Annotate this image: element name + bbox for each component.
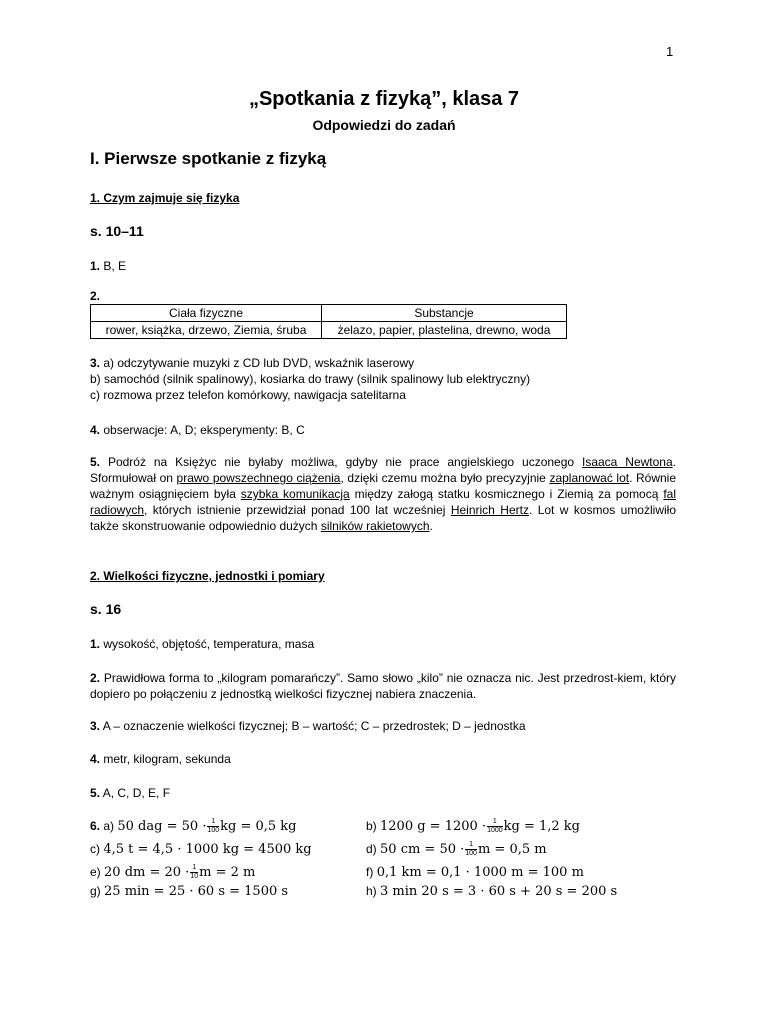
answer-text: Podróż na Księżyc nie byłaby możliwa, gdyby nie prace angielskiego uczonego bbox=[100, 455, 582, 469]
equation-label: b) bbox=[366, 819, 377, 833]
answer-1-3 bbox=[90, 355, 530, 403]
answer-number: 5. bbox=[90, 786, 101, 800]
keyword: fal radiowych bbox=[90, 487, 676, 517]
keyword: Heinrich Hertz bbox=[450, 503, 529, 517]
answer-1-5 bbox=[90, 454, 676, 534]
answer-line: b) samochód (silnik spalinowy), kosiarka do trawy (silnik spalinowy lub elektryczny) bbox=[90, 372, 531, 386]
answer-1-2-label bbox=[90, 288, 100, 304]
answer-text: . Sformułował on bbox=[90, 455, 676, 485]
fraction-denominator: 100 bbox=[465, 850, 477, 858]
equation-b bbox=[366, 816, 580, 837]
equation-label: c) bbox=[90, 842, 100, 856]
fraction-denominator: 1000 bbox=[487, 827, 503, 835]
answer-number: 3. bbox=[90, 356, 101, 370]
answer-number: 2. bbox=[90, 671, 101, 685]
answer-1-4 bbox=[90, 422, 305, 438]
table-cell: żelazo, papier, plastelina, drewno, woda bbox=[322, 322, 567, 339]
equation-g bbox=[90, 881, 288, 902]
answer-number: 1. bbox=[90, 259, 101, 273]
answer-number: 3. bbox=[90, 719, 101, 733]
bodies-substances-table bbox=[90, 304, 567, 339]
answer-line bbox=[90, 355, 530, 371]
answer-number: 5. bbox=[90, 455, 101, 469]
equation-text: kg = 0,5 kg bbox=[220, 819, 297, 834]
fraction bbox=[487, 818, 503, 835]
table-row bbox=[91, 322, 567, 339]
equation-d bbox=[366, 839, 547, 860]
fraction-numerator: 1 bbox=[207, 818, 219, 827]
answer-2-1 bbox=[90, 636, 314, 652]
fraction-denominator: 100 bbox=[207, 827, 220, 835]
answer-number: 2. bbox=[90, 289, 101, 303]
equation-text: 0,1 km = 0,1 · 1000 m = 100 m bbox=[376, 865, 584, 880]
answer-text: A, C, D, E, F bbox=[102, 786, 171, 800]
answer-text: . Lot w kosmos umożliwiło także skonstruowanie odpowiednio dużych bbox=[90, 503, 676, 533]
table-cell: rower, książka, drzewo, Ziemia, śruba bbox=[91, 322, 322, 339]
page-number: 1 bbox=[666, 44, 674, 59]
answer-number: 1. bbox=[90, 637, 101, 651]
equation-label: d) bbox=[366, 842, 377, 856]
equation-c bbox=[90, 839, 312, 860]
page-range-1: s. 10–11 bbox=[90, 223, 144, 239]
equation-text: 1200 g = 1200 · bbox=[380, 819, 487, 834]
equation-text: 50 cm = 50 · bbox=[380, 842, 465, 857]
equation-label: h) bbox=[366, 884, 377, 898]
answer-2-3 bbox=[90, 718, 526, 734]
equation-text: m = 2 m bbox=[199, 865, 256, 880]
answer-text: , dzięki czemu można było precyzyjnie bbox=[340, 471, 550, 485]
equation-text: m = 0,5 m bbox=[477, 842, 547, 857]
page-range-2: s. 16 bbox=[90, 601, 122, 617]
answer-2-2 bbox=[90, 670, 676, 702]
keyword: zaplanować lot bbox=[549, 471, 630, 485]
fraction-numerator: 1 bbox=[465, 841, 477, 850]
equation-label: a) bbox=[103, 819, 115, 833]
answer-text: . Równie ważnym osiągnięciem była bbox=[90, 471, 677, 501]
keyword: szybka komunikacja bbox=[240, 487, 350, 501]
answer-line: c) rozmowa przez telefon komórkowy, nawigacja satelitarna bbox=[90, 388, 406, 402]
section-heading-1: 1. Czym zajmuje się fizyka bbox=[90, 191, 240, 205]
answer-1-1 bbox=[90, 258, 126, 274]
fraction-numerator: 1 bbox=[192, 864, 197, 872]
fraction bbox=[190, 864, 198, 881]
answer-2-5 bbox=[90, 785, 170, 801]
answer-2-4 bbox=[90, 751, 231, 767]
answer-text: Prawidłowa forma to „kilogram pomarańczy”. Samo słowo „kilo” nie oznacza nic. Jest przedrost-kiem, który dopiero po połączeniu z jednostką wielkości fizycznej nabiera znaczenia. bbox=[90, 671, 676, 701]
equation-label: e) bbox=[90, 865, 101, 879]
table-header-cell: Ciała fizyczne bbox=[91, 305, 322, 322]
answer-text: A – oznaczenie wielkości fizycznej; B – wartość; C – przedrostek; D – jednostka bbox=[102, 719, 526, 733]
answer-text: . bbox=[429, 519, 433, 533]
answer-text: B, E bbox=[103, 259, 127, 273]
answer-text: obserwacje: A, D; eksperymenty: B, C bbox=[103, 423, 305, 437]
answer-number: 6. bbox=[90, 819, 101, 833]
keyword: Isaaca Newtona bbox=[582, 455, 673, 469]
keyword: prawo powszechnego ciążenia bbox=[176, 471, 341, 485]
equation-text: 3 min 20 s = 3 · 60 s + 20 s = 200 s bbox=[380, 884, 618, 899]
answer-text: a) odczytywanie muzyki z CD lub DVD, wskaźnik laserowy bbox=[103, 356, 415, 370]
fraction bbox=[465, 841, 477, 858]
answer-text: , których istnienie przewidział ponad 100 lat wcześniej bbox=[144, 503, 451, 517]
document-subtitle: Odpowiedzi do zadań bbox=[312, 117, 456, 133]
equation-text: 25 min = 25 · 60 s = 1500 s bbox=[104, 884, 289, 899]
answer-number: 4. bbox=[90, 752, 101, 766]
equation-e bbox=[90, 862, 255, 883]
equation-text: 50 dag = 50 · bbox=[117, 819, 207, 834]
answer-text: między załogą statku kosmicznego i Ziemią za pomocą bbox=[349, 487, 664, 501]
equation-label: f) bbox=[366, 865, 374, 879]
answer-text: wysokość, objętość, temperatura, masa bbox=[103, 637, 315, 651]
equation-label: g) bbox=[90, 884, 101, 898]
table-header-cell: Substancje bbox=[322, 305, 567, 322]
equation-text: 20 dm = 20 · bbox=[104, 865, 190, 880]
table-header-row bbox=[91, 305, 567, 322]
fraction-numerator: 1 bbox=[487, 818, 503, 827]
fraction-denominator: 10 bbox=[190, 873, 199, 881]
chapter-heading: I. Pierwsze spotkanie z fizyką bbox=[90, 149, 327, 168]
equation-text: kg = 1,2 kg bbox=[503, 819, 581, 834]
answer-text: metr, kilogram, sekunda bbox=[103, 752, 231, 766]
fraction bbox=[207, 818, 219, 835]
answer-number: 4. bbox=[90, 423, 101, 437]
equation-a bbox=[90, 816, 296, 837]
equation-text: 4,5 t = 4,5 · 1000 kg = 4500 kg bbox=[103, 842, 312, 857]
equation-f bbox=[366, 862, 584, 883]
keyword: silników rakietowych bbox=[320, 519, 430, 533]
document-title: „Spotkania z fizyką”, klasa 7 bbox=[248, 88, 520, 110]
equation-h bbox=[366, 881, 617, 902]
section-heading-2: 2. Wielkości fizyczne, jednostki i pomiary bbox=[90, 569, 325, 583]
